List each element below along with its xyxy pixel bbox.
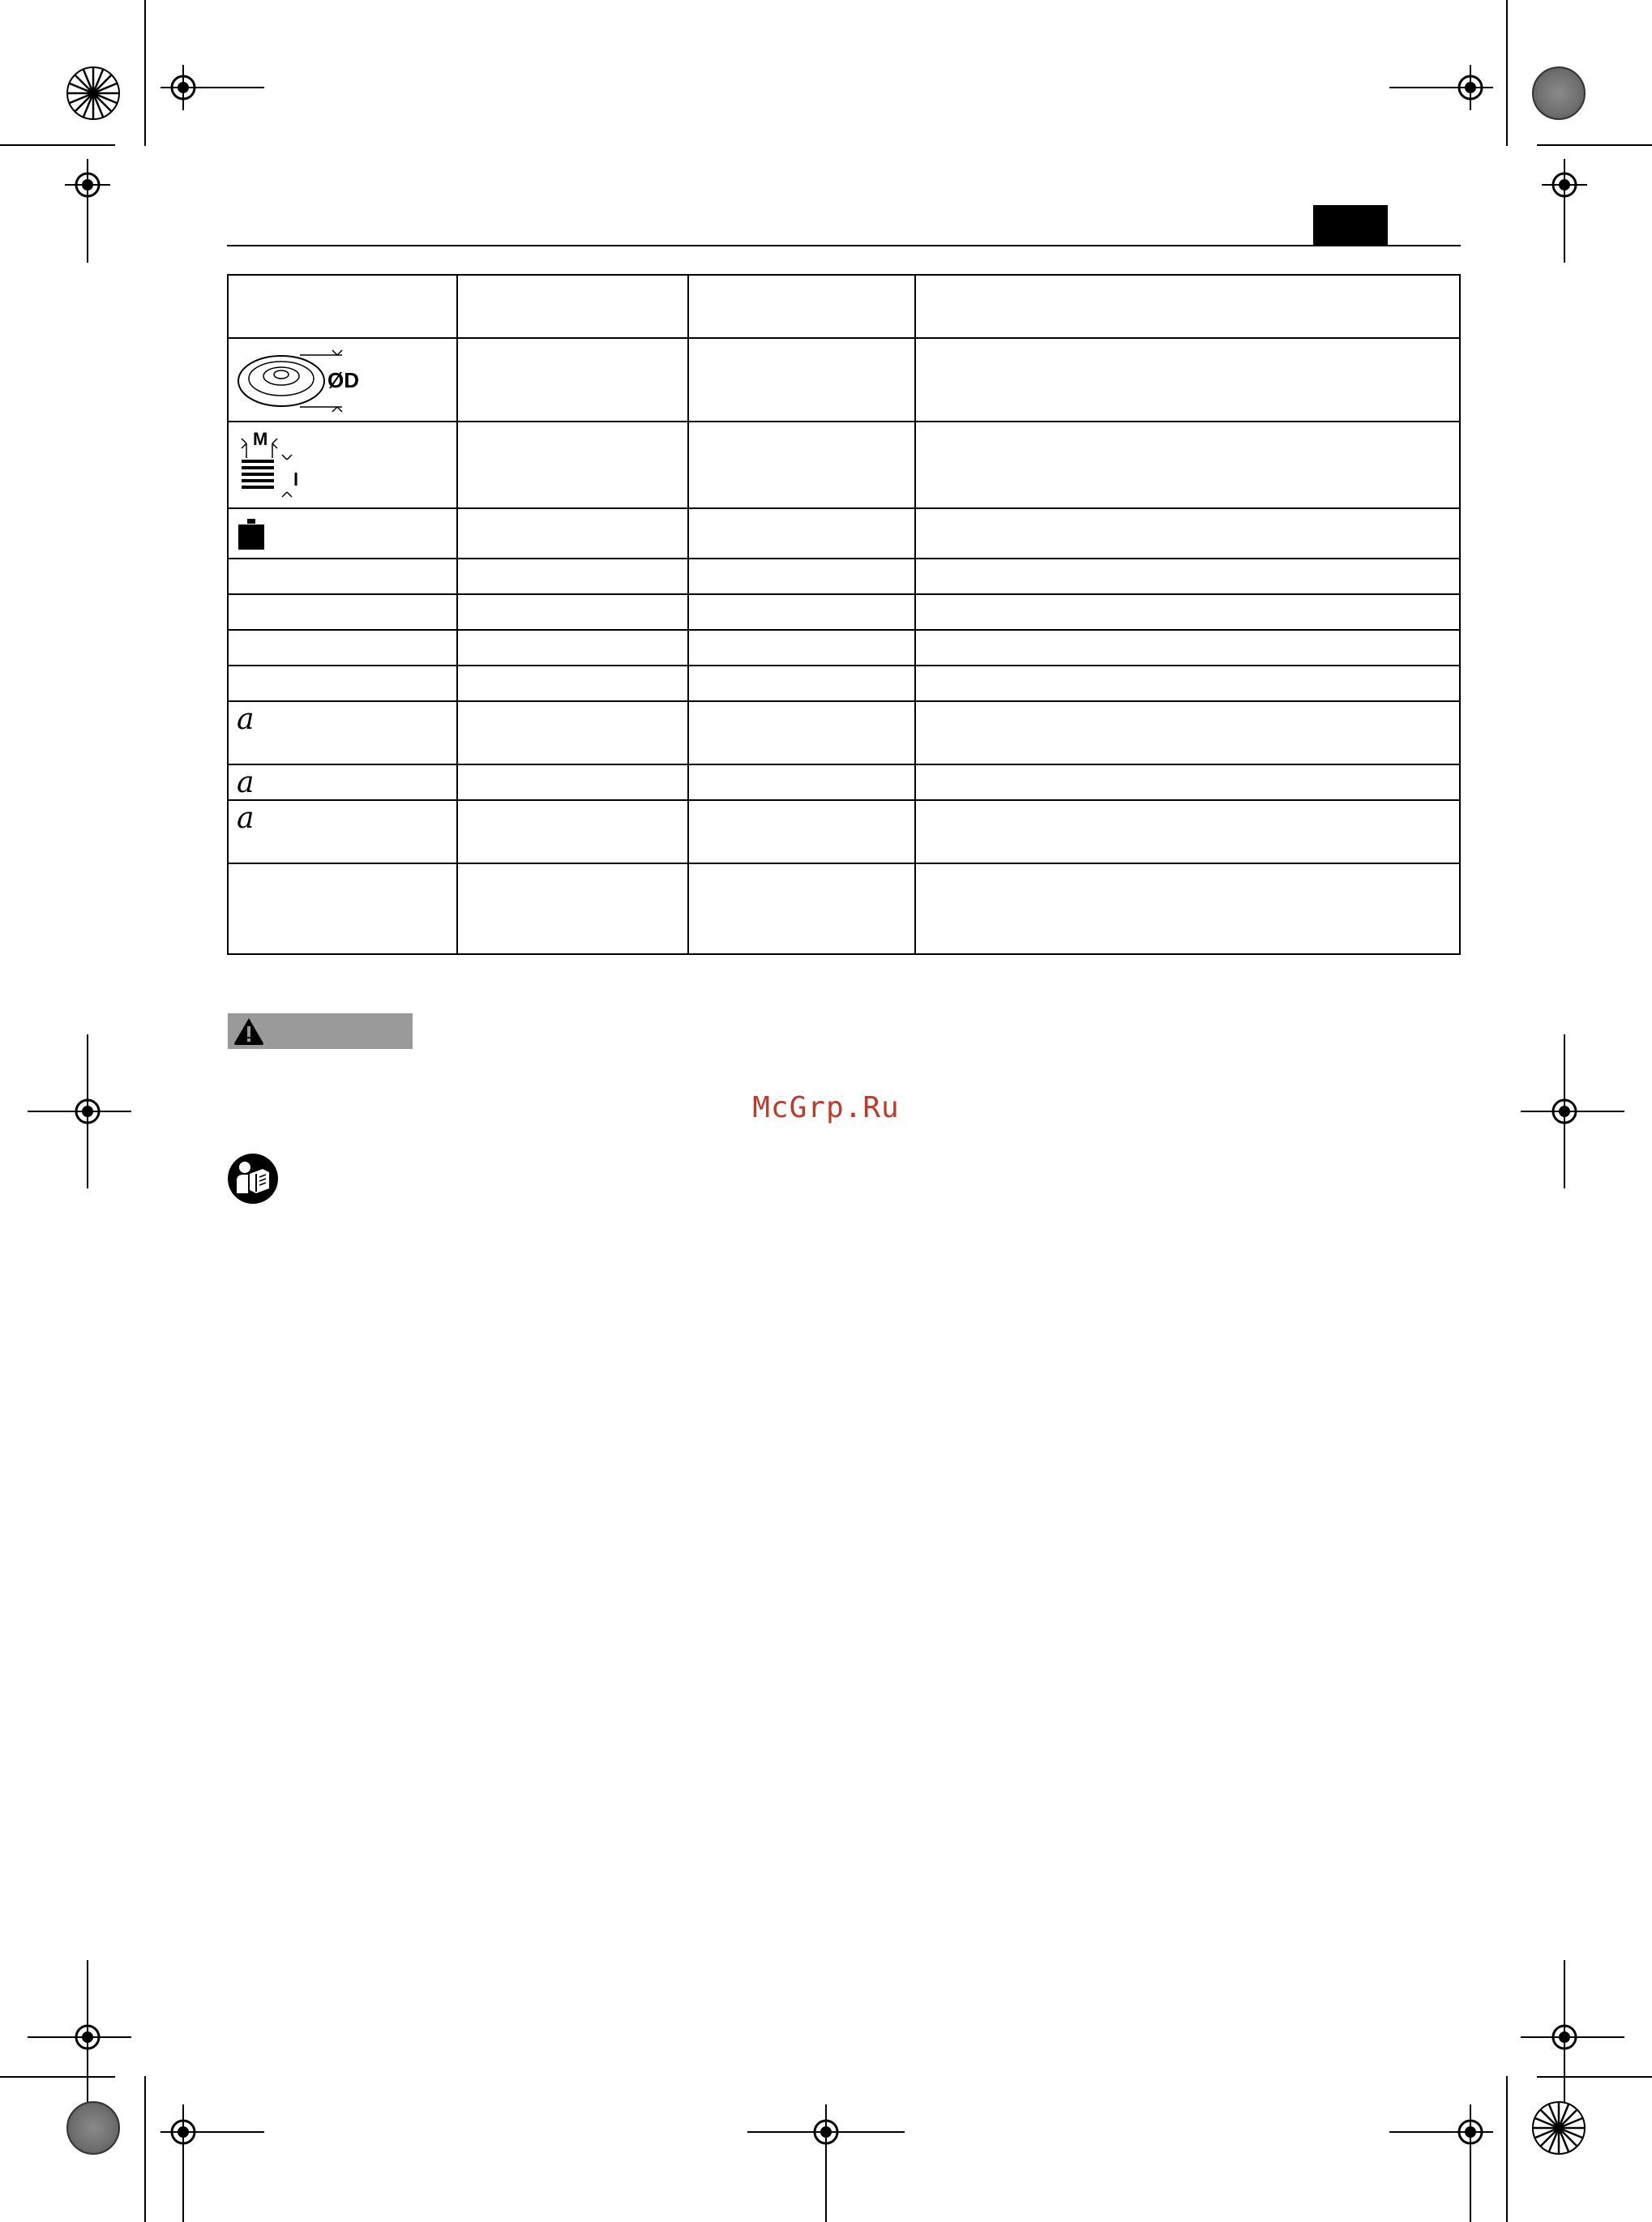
weight-icon bbox=[237, 517, 269, 558]
registration-mark-icon bbox=[1389, 2104, 1493, 2222]
table-cell bbox=[228, 508, 457, 559]
table-cell bbox=[228, 800, 457, 863]
crop-line bbox=[1506, 0, 1508, 146]
table-cell bbox=[228, 701, 457, 764]
language-tab bbox=[1313, 205, 1388, 246]
table-row bbox=[228, 764, 1460, 800]
read-manual-icon bbox=[227, 1153, 279, 1205]
table-row bbox=[228, 594, 1460, 630]
table-row bbox=[228, 630, 1460, 666]
star-target-icon bbox=[66, 66, 120, 120]
table-row bbox=[228, 559, 1460, 594]
table-row bbox=[228, 275, 1460, 338]
table-row bbox=[228, 422, 1460, 508]
warning-triangle-icon bbox=[233, 1017, 265, 1046]
table-row bbox=[228, 701, 1460, 764]
alpha-symbol: a bbox=[237, 766, 255, 799]
table-cell bbox=[228, 338, 457, 422]
registration-mark-icon bbox=[28, 1960, 131, 2114]
star-target-icon bbox=[1532, 2101, 1586, 2155]
gray-target-icon bbox=[66, 2101, 120, 2155]
spindle-m-label: M bbox=[253, 429, 268, 449]
table-row bbox=[228, 800, 1460, 863]
registration-mark-icon bbox=[65, 159, 110, 263]
table-row bbox=[228, 338, 1460, 422]
spec-table bbox=[227, 274, 1461, 955]
crop-line bbox=[1506, 2076, 1508, 2222]
watermark: McGrp.Ru bbox=[752, 1091, 900, 1124]
disc-diameter-label: ØD bbox=[327, 368, 359, 392]
table-row bbox=[228, 508, 1460, 559]
crop-line bbox=[144, 0, 146, 146]
header-rule bbox=[227, 245, 1461, 246]
crop-line bbox=[1537, 144, 1652, 146]
table-cell bbox=[228, 764, 457, 800]
registration-mark-icon bbox=[747, 2104, 905, 2222]
registration-mark-icon bbox=[1542, 159, 1587, 263]
spindle-l-label: l bbox=[293, 469, 299, 490]
registration-mark-icon bbox=[1389, 65, 1493, 110]
registration-mark-icon bbox=[1521, 1960, 1624, 2114]
gray-target-icon bbox=[1532, 66, 1586, 120]
spindle-thread-icon bbox=[237, 426, 326, 507]
crop-line bbox=[144, 2076, 146, 2222]
disc-diameter-icon bbox=[237, 342, 366, 419]
table-row bbox=[228, 863, 1460, 954]
table-row bbox=[228, 666, 1460, 701]
registration-mark-icon bbox=[160, 2104, 264, 2222]
table-cell bbox=[228, 422, 457, 508]
crop-line bbox=[0, 144, 115, 146]
alpha-symbol: a bbox=[237, 703, 255, 736]
alpha-symbol: a bbox=[237, 802, 255, 835]
warning-bar bbox=[228, 1013, 413, 1049]
registration-mark-icon bbox=[160, 65, 264, 110]
